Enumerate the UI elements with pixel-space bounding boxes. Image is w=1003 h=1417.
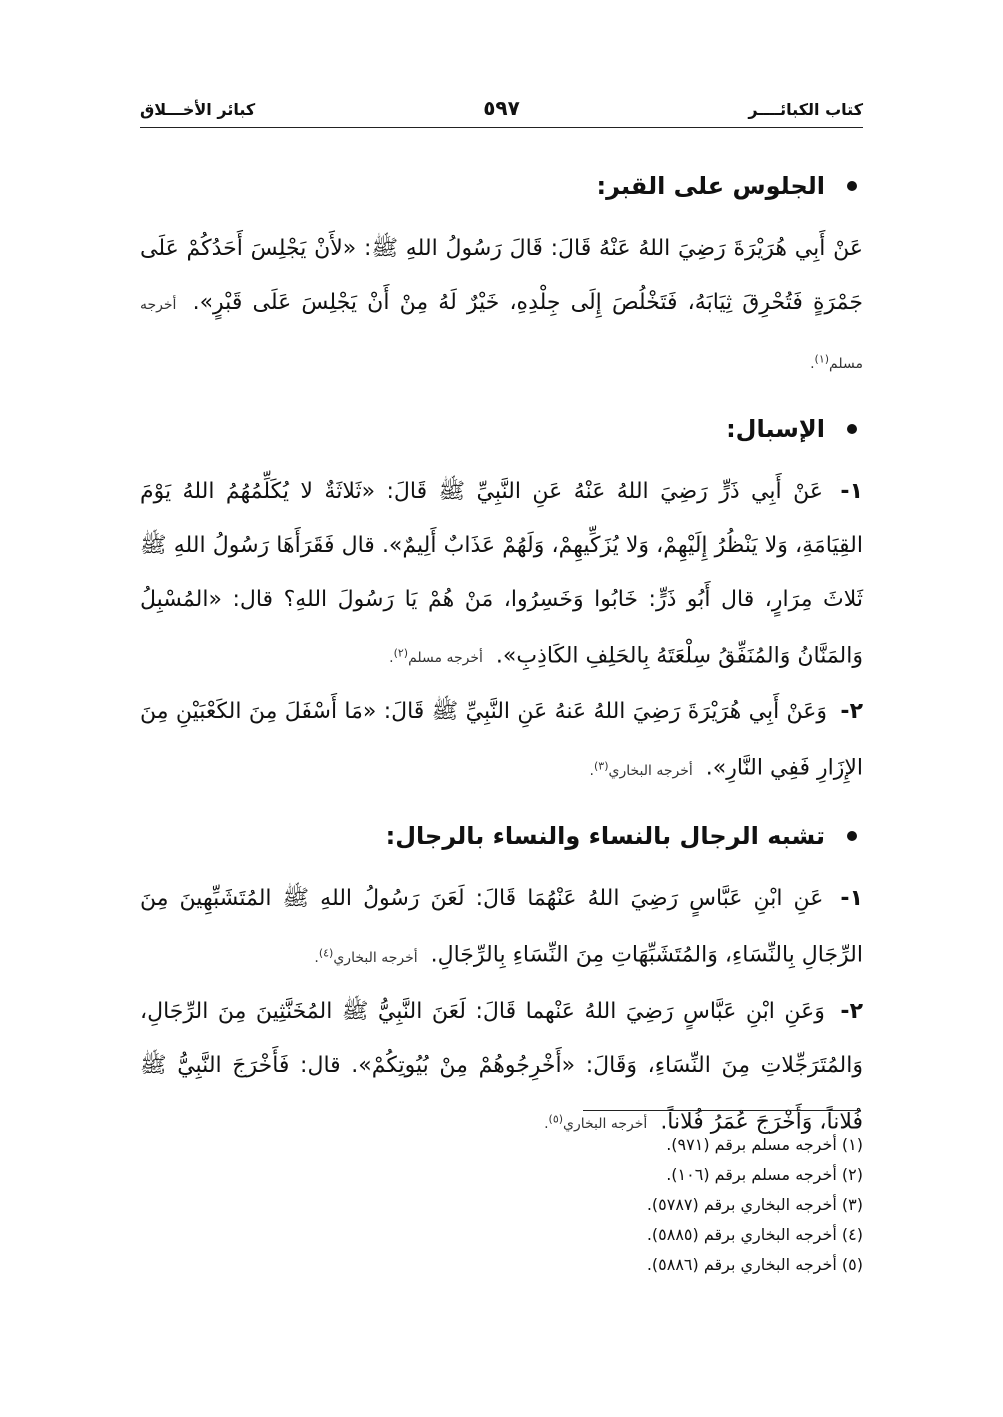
hadith-text: عَنْ أَبِي هُرَيْرَةَ رَضِيَ اللهُ عَنْهُ قَالَ: قَالَ رَسُولُ اللهِ ﷺ: «لأَنْ يَجْلِسَ أَحَدُكُمْ عَلَى جَمْرَةٍ فَتُحْرِقَ ثِيَابَهُ، فَتَخْلُصَ إِلَى جِلْدِهِ، خَيْرٌ لَهُ مِنْ أَنْ يَجْلِسَ عَلَى قَبْرٍ». <box>140 236 864 315</box>
footnote-ref: (٥) <box>548 1112 564 1126</box>
heading-text: الإسبال: <box>726 414 825 443</box>
source-note: أخرجه البخاري$^{(٤)}$. <box>314 945 418 966</box>
footnote-ref: (٢) <box>393 646 409 660</box>
source-text: أخرجه البخاري <box>563 1116 648 1133</box>
page-number: ٥٩٧ <box>483 96 520 120</box>
footnote: (١) أخرجه مسلم برقم (٩٧١). <box>666 1135 863 1154</box>
hadith-paragraph <box>140 222 863 391</box>
source-text: أخرجه مسلم <box>140 297 863 372</box>
source-note: أخرجه البخاري$^{(٣)}$. <box>589 759 693 779</box>
section-heading <box>140 403 863 455</box>
source-note: أخرجه البخاري$^{(٥)}$. <box>544 1112 648 1133</box>
footnote: (٥) أخرجه البخاري برقم (٥٨٨٦). <box>646 1255 863 1274</box>
hadith-paragraph <box>140 985 863 1152</box>
hadith-paragraph <box>140 465 863 686</box>
item-number: ١- <box>840 885 863 911</box>
footnote: (٣) أخرجه البخاري برقم (٥٧٨٧). <box>646 1195 863 1214</box>
footnote: (٤) أخرجه البخاري برقم (٥٨٨٥). <box>646 1225 863 1244</box>
hadith-text: وَعَنْ أَبِي هُرَيْرَةَ رَضِيَ اللهُ عَنهُ عَنِ النَّبِيِّ ﷺ قَالَ: «مَا أَسْفَلَ مِنَ الكَعْبَيْنِ مِنَ الإِزَارِ فَفِي النَّارِ». <box>140 699 863 781</box>
bullet-icon <box>847 181 857 191</box>
section-heading <box>140 810 863 862</box>
hadith-paragraph <box>140 685 863 798</box>
hadith-text: وَعَنِ ابْنِ عَبَّاسٍ رَضِيَ اللهُ عَنْهما قَالَ: لَعَنَ النَّبِيُّ ﷺ المُخَنَّثِينَ مِنَ الرِّجَالِ، وَالمُتَرَجِّلاتِ مِنَ النِّسَاءِ، وَقَالَ: «أَخْرِجُوهُمْ مِنْ بُيُوتِكُمْ». قال: فَأَخْرَجَ النَّبِيُّ ﷺ فُلاناً، وَأَخْرَجَ عُمَرُ فُلاناً. <box>140 998 863 1135</box>
item-number: ١- <box>840 478 863 504</box>
hadith-text: عَنْ أَبِي ذَرٍّ رَضِيَ اللهُ عَنْهُ عَنِ النَّبِيِّ ﷺ قَالَ: «ثَلاثَةٌ لا يُكَلِّمُهُمُ اللهُ يَوْمَ القِيَامَةِ، وَلا يَنْظُرُ إِلَيْهِمْ، وَلا يُزَكِّيهِمْ، وَلَهُمْ عَذَابٌ أَلِيمٌ». قال فَقَرَأَهَا رَسُولُ اللهِ ﷺ ثَلاثَ مِرَارٍ، قال أَبُو ذَرٍّ: خَابُوا وَخَسِرُوا، مَنْ هُمْ يَا رَسُولَ اللهِ؟ قال: «المُسْبِلُ وَالمَنَّانُ وَالمُنَفِّقُ سِلْعَتَهُ بِالحَلِفِ الكَاذِبِ». <box>140 478 863 669</box>
source-note: أخرجه مسلم$^{(٢)}$. <box>389 646 483 667</box>
source-text: أخرجه مسلم <box>408 650 483 667</box>
footnote-rule <box>583 1110 861 1111</box>
hadith-text: عَنِ ابْنِ عَبَّاسٍ رَضِيَ اللهُ عَنْهُمَا قَالَ: لَعَنَ رَسُولُ اللهِ ﷺ المُتَشَبِّهِينَ مِنَ الرِّجَالِ بِالنِّسَاءِ، وَالمُتَشَبِّهَاتِ مِنَ النِّسَاءِ بِالرِّجَالِ. <box>140 885 863 968</box>
section-title: كبائر الأخـــلاق <box>140 100 256 119</box>
heading-text: الجلوس على القبر: <box>596 172 825 200</box>
item-number: ٢- <box>840 699 863 725</box>
bullet-icon <box>847 424 857 434</box>
footnote-ref: (٤) <box>318 945 334 959</box>
footnote-ref: (٣) <box>593 759 609 773</box>
heading-text: تشبه الرجال بالنساء والنساء بالرجال: <box>385 821 825 850</box>
source-text: أخرجه البخاري <box>333 949 418 966</box>
book-title: كتاب الكبائــــر <box>748 100 863 119</box>
footnote-ref: (١) <box>814 352 830 365</box>
footnote: (٢) أخرجه مسلم برقم (١٠٦). <box>666 1165 863 1184</box>
source-text: أخرجه البخاري <box>608 762 693 779</box>
section-heading <box>140 160 863 212</box>
source-note: أخرجه مسلم$^{(١)}$. <box>140 297 863 372</box>
header-rule <box>140 127 863 128</box>
page-body <box>140 160 863 1151</box>
footnotes <box>140 1130 863 1280</box>
hadith-paragraph <box>140 872 863 985</box>
bullet-icon <box>847 831 857 841</box>
running-header <box>140 96 863 130</box>
item-number: ٢- <box>840 998 863 1024</box>
